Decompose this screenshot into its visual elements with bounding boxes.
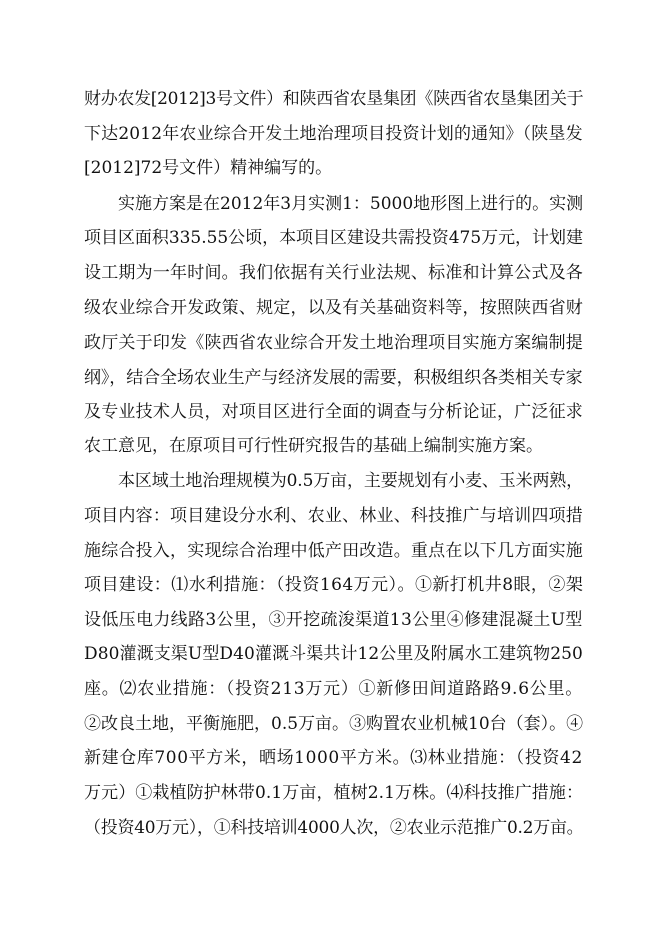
text-line: 施综合投入，实现综合治理中低产田改造。重点在以下几方面实施 [84, 541, 584, 561]
text-line: 设工期为一年时间。我们依据有关行业法规、标准和计算公式及各 [84, 263, 584, 283]
text-line: 农工意见，在原项目可行性研究报告的基础上编制实施方案。 [84, 436, 543, 456]
text-line: 纲》，结合全场农业生产与经济发展的需要，积极组织各类相关专家 [84, 368, 583, 388]
text-line: 座。⑵农业措施：（投资213万元）①新修田间道路路9.6公里。 [84, 679, 583, 699]
text-line: 本区域土地治理规模为0.5万亩，主要规划有小麦、玉米两熟， [118, 471, 584, 491]
text-line: 万元）①栽植防护林带0.1万亩，植树2.1万株。⑷科技推广措施： [84, 783, 584, 803]
text-line: ②改良土地，平衡施肥，0.5万亩。③购置农业机械10台（套）。④ [84, 714, 584, 734]
text-line: D80灌溉支渠U型D40灌溉斗渠共计12公里及附属水工建筑物250 [84, 644, 583, 664]
text-line: （投资40万元），①科技培训4000人次，②农业示范推广0.2万亩。 [84, 818, 584, 838]
text-line: 设低压电力线路3公里，③开挖疏浚渠道13公里④修建混凝土U型 [84, 610, 583, 630]
text-line: 下达2012年农业综合开发土地治理项目投资计划的通知》（陕垦发 [84, 124, 583, 144]
text-line: 项目内容：项目建设分水利、农业、林业、科技推广与培训四项措 [84, 506, 584, 526]
text-line: 及专业技术人员，对项目区进行全面的调查与分析论证，广泛征求 [84, 402, 584, 422]
text-line: 项目区面积335.55公顷，本项目区建设共需投资475万元，计划建 [84, 228, 583, 248]
text-line: 政厅关于印发《陕西省农业综合开发土地治理项目实施方案编制提 [84, 333, 584, 353]
text-line: [2012]72号文件）精神编写的。 [84, 158, 333, 178]
text-line: 财办农发[2012]3号文件）和陕西省农垦集团《陕西省农垦集团关于 [84, 89, 584, 109]
text-line: 级农业综合开发政策、规定，以及有关基础资料等，按照陕西省财 [84, 298, 584, 318]
text-line: 实施方案是在2012年3月实测1：5000地形图上进行的。实测 [118, 194, 584, 214]
text-line: 新建仓库700平方米，晒场1000平方米。⑶林业措施：（投资42 [84, 748, 583, 768]
text-line: 项目建设：⑴水利措施：（投资164万元）。①新打机井8眼，②架 [84, 575, 584, 595]
